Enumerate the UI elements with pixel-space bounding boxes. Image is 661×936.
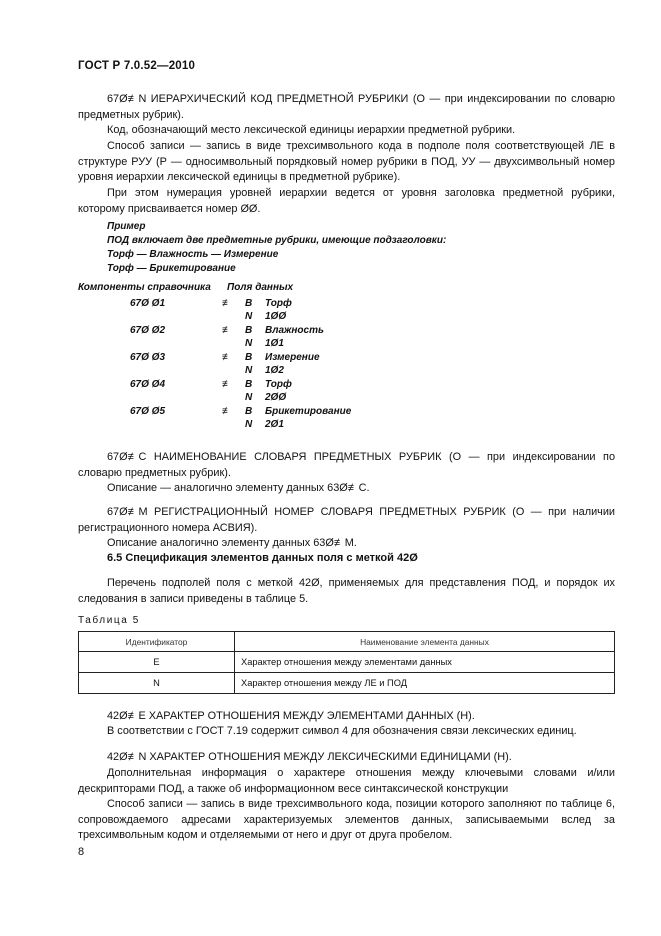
field-b-value: Торф [265, 298, 292, 309]
not-equal-symbol: ≢ [222, 379, 232, 390]
field-n-id: N [245, 392, 253, 403]
field-b-value: Влажность [265, 325, 324, 336]
not-equal-symbol: ≢ [222, 352, 232, 363]
field-n-value: 1Ø2 [265, 365, 284, 376]
entry-67-c-description: Описание — аналогично элементу данных 63Ø≢C. [107, 482, 370, 494]
components-column-header: Компоненты справочника [78, 282, 211, 293]
entry-42-e-description: В соответствии с ГОСТ 7.19 содержит символ 4 для обозначения связи лексических единиц. [107, 725, 577, 737]
entry-67-n-method: Способ записи — запись в виде трехсимвольного кода в подполе поля соответствующей ЛЕ в структуре РУУ (Р — односимвольный порядковый номер рубрики в ПОД, УУ — двухсимвольный номер уровня иерархии лексической единицы в предметной рубрике). [78, 140, 615, 184]
entry-67-c-title: 67Ø≢C НАИМЕНОВАНИЕ СЛОВАРЯ ПРЕДМЕТНЫХ РУБРИК (О — при индексировании по словарю предметных рубрик). [78, 451, 615, 479]
table-row [79, 673, 615, 694]
table-header-name: Наименование элемента данных [235, 632, 615, 652]
example-code: 67Ø Ø2 [130, 325, 166, 336]
table-5-caption: Таблица 5 [78, 615, 140, 626]
field-n-value: 2ØØ [265, 392, 287, 403]
entry-42-n-title: 42Ø≢N ХАРАКТЕР ОТНОШЕНИЯ МЕЖДУ ЛЕКСИЧЕСКИМИ ЕДИНИЦАМИ (Н). [107, 751, 512, 763]
standard-header: ГОСТ Р 7.0.52—2010 [78, 60, 196, 72]
field-n-value: 1Ø1 [265, 338, 284, 349]
example-code: 67Ø Ø1 [130, 298, 166, 309]
entry-67-m-title: 67Ø≢M РЕГИСТРАЦИОННЫЙ НОМЕР СЛОВАРЯ ПРЕДМЕТНЫХ РУБРИК (О — при наличии регистрационного номера АСВИЯ). [78, 506, 615, 534]
not-equal-symbol: ≢ [222, 298, 232, 309]
example-code: 67Ø Ø4 [130, 379, 166, 390]
field-b-value: Брикетирование [265, 406, 352, 417]
table-row [79, 652, 615, 673]
section-6-5-heading: 6.5 Спецификация элементов данных поля с меткой 42Ø [107, 552, 418, 564]
table-cell-name: Характер отношения между ЛЕ и ПОД [235, 673, 615, 694]
entry-42-e-title: 42Ø≢E ХАРАКТЕР ОТНОШЕНИЯ МЕЖДУ ЭЛЕМЕНТАМИ ДАННЫХ (Н). [107, 710, 475, 722]
field-b-id: В [245, 379, 253, 390]
field-b-id: В [245, 406, 253, 417]
table-5 [78, 631, 615, 694]
not-equal-symbol: ≢ [222, 406, 232, 417]
table-cell-name: Характер отношения между элементами данных [235, 652, 615, 673]
field-b-id: В [245, 298, 253, 309]
example-label: Пример [107, 221, 146, 232]
example-intro: ПОД включает две предметные рубрики, имеющие подзаголовки: [107, 235, 447, 246]
table-header-identifier: Идентификатор [79, 632, 235, 652]
entry-42-n-method: Способ записи — запись в виде трехсимвольного кода, позиции которого заполняют по таблице 6, сопровождаемого адресами характеризуемых элементов данных, записываемыми вслед за трехсимвольным кодом и отделяемыми от него и друг от друга пробелом. [78, 798, 615, 842]
page-number: 8 [78, 846, 85, 858]
field-b-value: Торф [265, 379, 292, 390]
field-b-id: В [245, 325, 253, 336]
entry-42-n-info: Дополнительная информация о характере отношения между ключевыми словами и/или дескрипторами ПОД, а также об информационном весе синтаксической конструкции [78, 767, 615, 795]
entry-67-m-description: Описание аналогично элементу данных 63Ø≢M. [107, 537, 357, 549]
field-n-id: N [245, 311, 253, 322]
field-b-id: В [245, 352, 253, 363]
field-n-value: 1ØØ [265, 311, 287, 322]
example-code: 67Ø Ø3 [130, 352, 166, 363]
field-n-id: N [245, 338, 253, 349]
section-6-5-intro: Перечень подполей поля с меткой 42Ø, применяемых для представления ПОД, и порядок их следования в записи приведены в таблице 5. [78, 577, 615, 605]
table-cell-identifier: N [79, 673, 235, 694]
field-n-value: 2Ø1 [265, 419, 284, 430]
example-line-2: Торф — Брикетирование [107, 263, 236, 274]
entry-67-n-note: При этом нумерация уровней иерархии ведется от уровня заголовка предметной рубрики, которому присваивается номер ØØ. [78, 187, 615, 215]
field-b-value: Измерение [265, 352, 320, 363]
entry-67-n-title: 67Ø≢N ИЕРАРХИЧЕСКИЙ КОД ПРЕДМЕТНОЙ РУБРИКИ (О — при индексировании по словарю предметных рубрик). [78, 93, 615, 121]
entry-67-n-description: Код, обозначающий место лексической единицы иерархии предметной рубрики. [107, 124, 516, 136]
not-equal-symbol: ≢ [222, 325, 232, 336]
fields-column-header: Поля данных [227, 282, 294, 293]
field-n-id: N [245, 419, 253, 430]
field-n-id: N [245, 365, 253, 376]
table-cell-identifier: E [79, 652, 235, 673]
example-code: 67Ø Ø5 [130, 406, 166, 417]
table-header-row [79, 632, 615, 652]
example-line-1: Торф — Влажность — Измерение [107, 249, 279, 260]
